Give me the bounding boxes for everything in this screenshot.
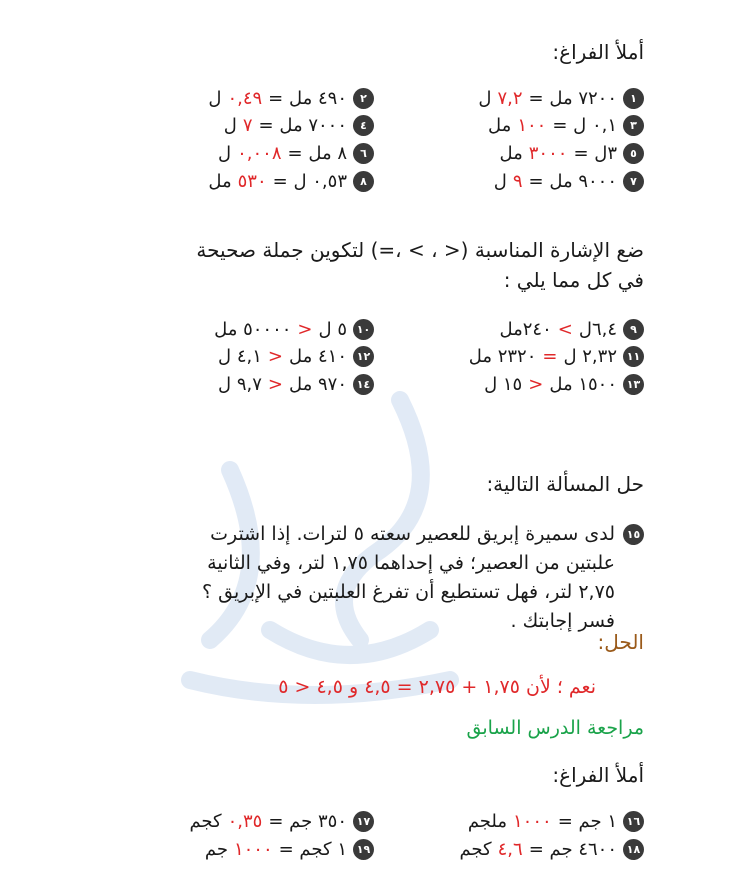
section4-title: أملأ الفراغ: — [552, 763, 644, 787]
section3-title: حل المسألة التالية: — [486, 472, 644, 496]
answer-value: ١٠٠٠ — [233, 838, 273, 860]
fill-item-5: ٥ ٣ل = ٣٠٠٠ مل — [499, 140, 644, 166]
item-number: ٥ — [623, 143, 644, 164]
item-number: ١٨ — [623, 839, 644, 860]
answer-sign: < — [297, 318, 313, 340]
answer-value: ٣٠٠٠ — [528, 142, 568, 164]
item-number: ١٤ — [353, 374, 374, 395]
fill-item-4: ٤ ٧٠٠٠ مل = ٧ ل — [224, 112, 374, 138]
fill-item-18: ١٨ ٤٦٠٠ جم = ٤,٦ كجم — [459, 836, 644, 862]
item-number: ١٩ — [353, 839, 374, 860]
fill-item-8: ٨ ٠,٥٣ ل = ٥٣٠ مل — [208, 168, 374, 194]
solution-answer: نعم ؛ لأن ١,٧٥ + ٢,٧٥ = ٤,٥ و ٤,٥ < ٥ — [278, 676, 596, 698]
item-number: ٧ — [623, 171, 644, 192]
compare-item-14: ١٤ ٩٧٠ مل < ٩,٧ ل — [218, 371, 374, 397]
item-number: ٤ — [353, 115, 374, 136]
answer-value: ٠,٣٥ — [227, 810, 263, 832]
item-number: ١٧ — [353, 811, 374, 832]
compare-item-10: ١٠ ٥ ل < ٥٠٠٠٠ مل — [214, 316, 374, 342]
answer-sign: > — [557, 318, 573, 340]
answer-sign: = — [542, 345, 558, 367]
fill-item-17: ١٧ ٣٥٠ جم = ٠,٣٥ كجم — [189, 808, 374, 834]
problem-line: فسر إجابتك . — [510, 610, 615, 632]
compare-item-9: ٩ ٦,٤ل > ٢٤٠مل — [499, 316, 644, 342]
section1-title: أملأ الفراغ: — [552, 40, 644, 64]
compare-item-11: ١١ ٢,٣٢ ل = ٢٣٢٠ مل — [469, 343, 644, 369]
section2-title-line1: ضع الإشارة المناسبة (< ، > ،=) لتكوين جملة صحيحة — [196, 238, 644, 262]
item-number: ١٣ — [623, 374, 644, 395]
item-number: ٩ — [623, 319, 644, 340]
answer-sign: < — [528, 373, 544, 395]
answer-value: ٤,٦ — [497, 838, 523, 860]
item-number: ٦ — [353, 143, 374, 164]
review-heading: مراجعة الدرس السابق — [466, 717, 644, 739]
answer-sign: < — [267, 345, 283, 367]
item-number: ١٠ — [353, 319, 374, 340]
item-number: ١٢ — [353, 346, 374, 367]
item-number: ١ — [623, 88, 644, 109]
fill-item-6: ٦ ٨ مل = ٠,٠٠٨ ل — [218, 140, 374, 166]
compare-item-12: ١٢ ٤١٠ مل < ٤,١ ل — [218, 343, 374, 369]
item-number: ١٥ — [623, 524, 644, 545]
word-problem-15 — [202, 520, 644, 636]
answer-value: ١٠٠ — [517, 114, 547, 136]
answer-value: ٠,٠٠٨ — [237, 142, 282, 164]
compare-item-13: ١٣ ١٥٠٠ مل < ١٥ ل — [484, 371, 644, 397]
fill-item-2: ٢ ٤٩٠ مل = ٠,٤٩ ل — [208, 85, 374, 111]
item-number: ٨ — [353, 171, 374, 192]
fill-item-16: ١٦ ١ جم = ١٠٠٠ ملجم — [468, 808, 644, 834]
answer-value: ١٠٠٠ — [513, 810, 552, 832]
problem-line: لدى سميرة إبريق للعصير سعته ٥ لترات. إذا اشترت — [210, 523, 615, 545]
item-number: ١١ — [623, 346, 644, 367]
fill-item-3: ٣ ٠,١ ل = ١٠٠ مل — [488, 112, 644, 138]
answer-sign: < — [267, 373, 283, 395]
section2-title-line2: في كل مما يلي : — [503, 268, 644, 292]
item-number: ١٦ — [623, 811, 644, 832]
fill-item-1: ١ ٧٢٠٠ مل = ٧,٢ ل — [478, 85, 644, 111]
answer-value: ٥٣٠ — [237, 170, 267, 192]
answer-value: ٠,٤٩ — [227, 87, 263, 109]
answer-value: ٧ — [242, 114, 253, 136]
answer-value: ٩ — [512, 170, 523, 192]
problem-line: ٢,٧٥ لتر، فهل تستطيع أن تفرغ العلبتين في الإبريق ؟ — [202, 581, 615, 603]
fill-item-7: ٧ ٩٠٠٠ مل = ٩ ل — [494, 168, 644, 194]
fill-item-19: ١٩ ١ كجم = ١٠٠٠ جم — [205, 836, 374, 862]
solution-label: الحل: — [597, 630, 644, 654]
answer-value: ٧,٢ — [497, 87, 523, 109]
item-number: ٢ — [353, 88, 374, 109]
item-number: ٣ — [623, 115, 644, 136]
problem-line: علبتين من العصير؛ في إحداهما ١,٧٥ لتر، وفي الثانية — [207, 552, 615, 574]
